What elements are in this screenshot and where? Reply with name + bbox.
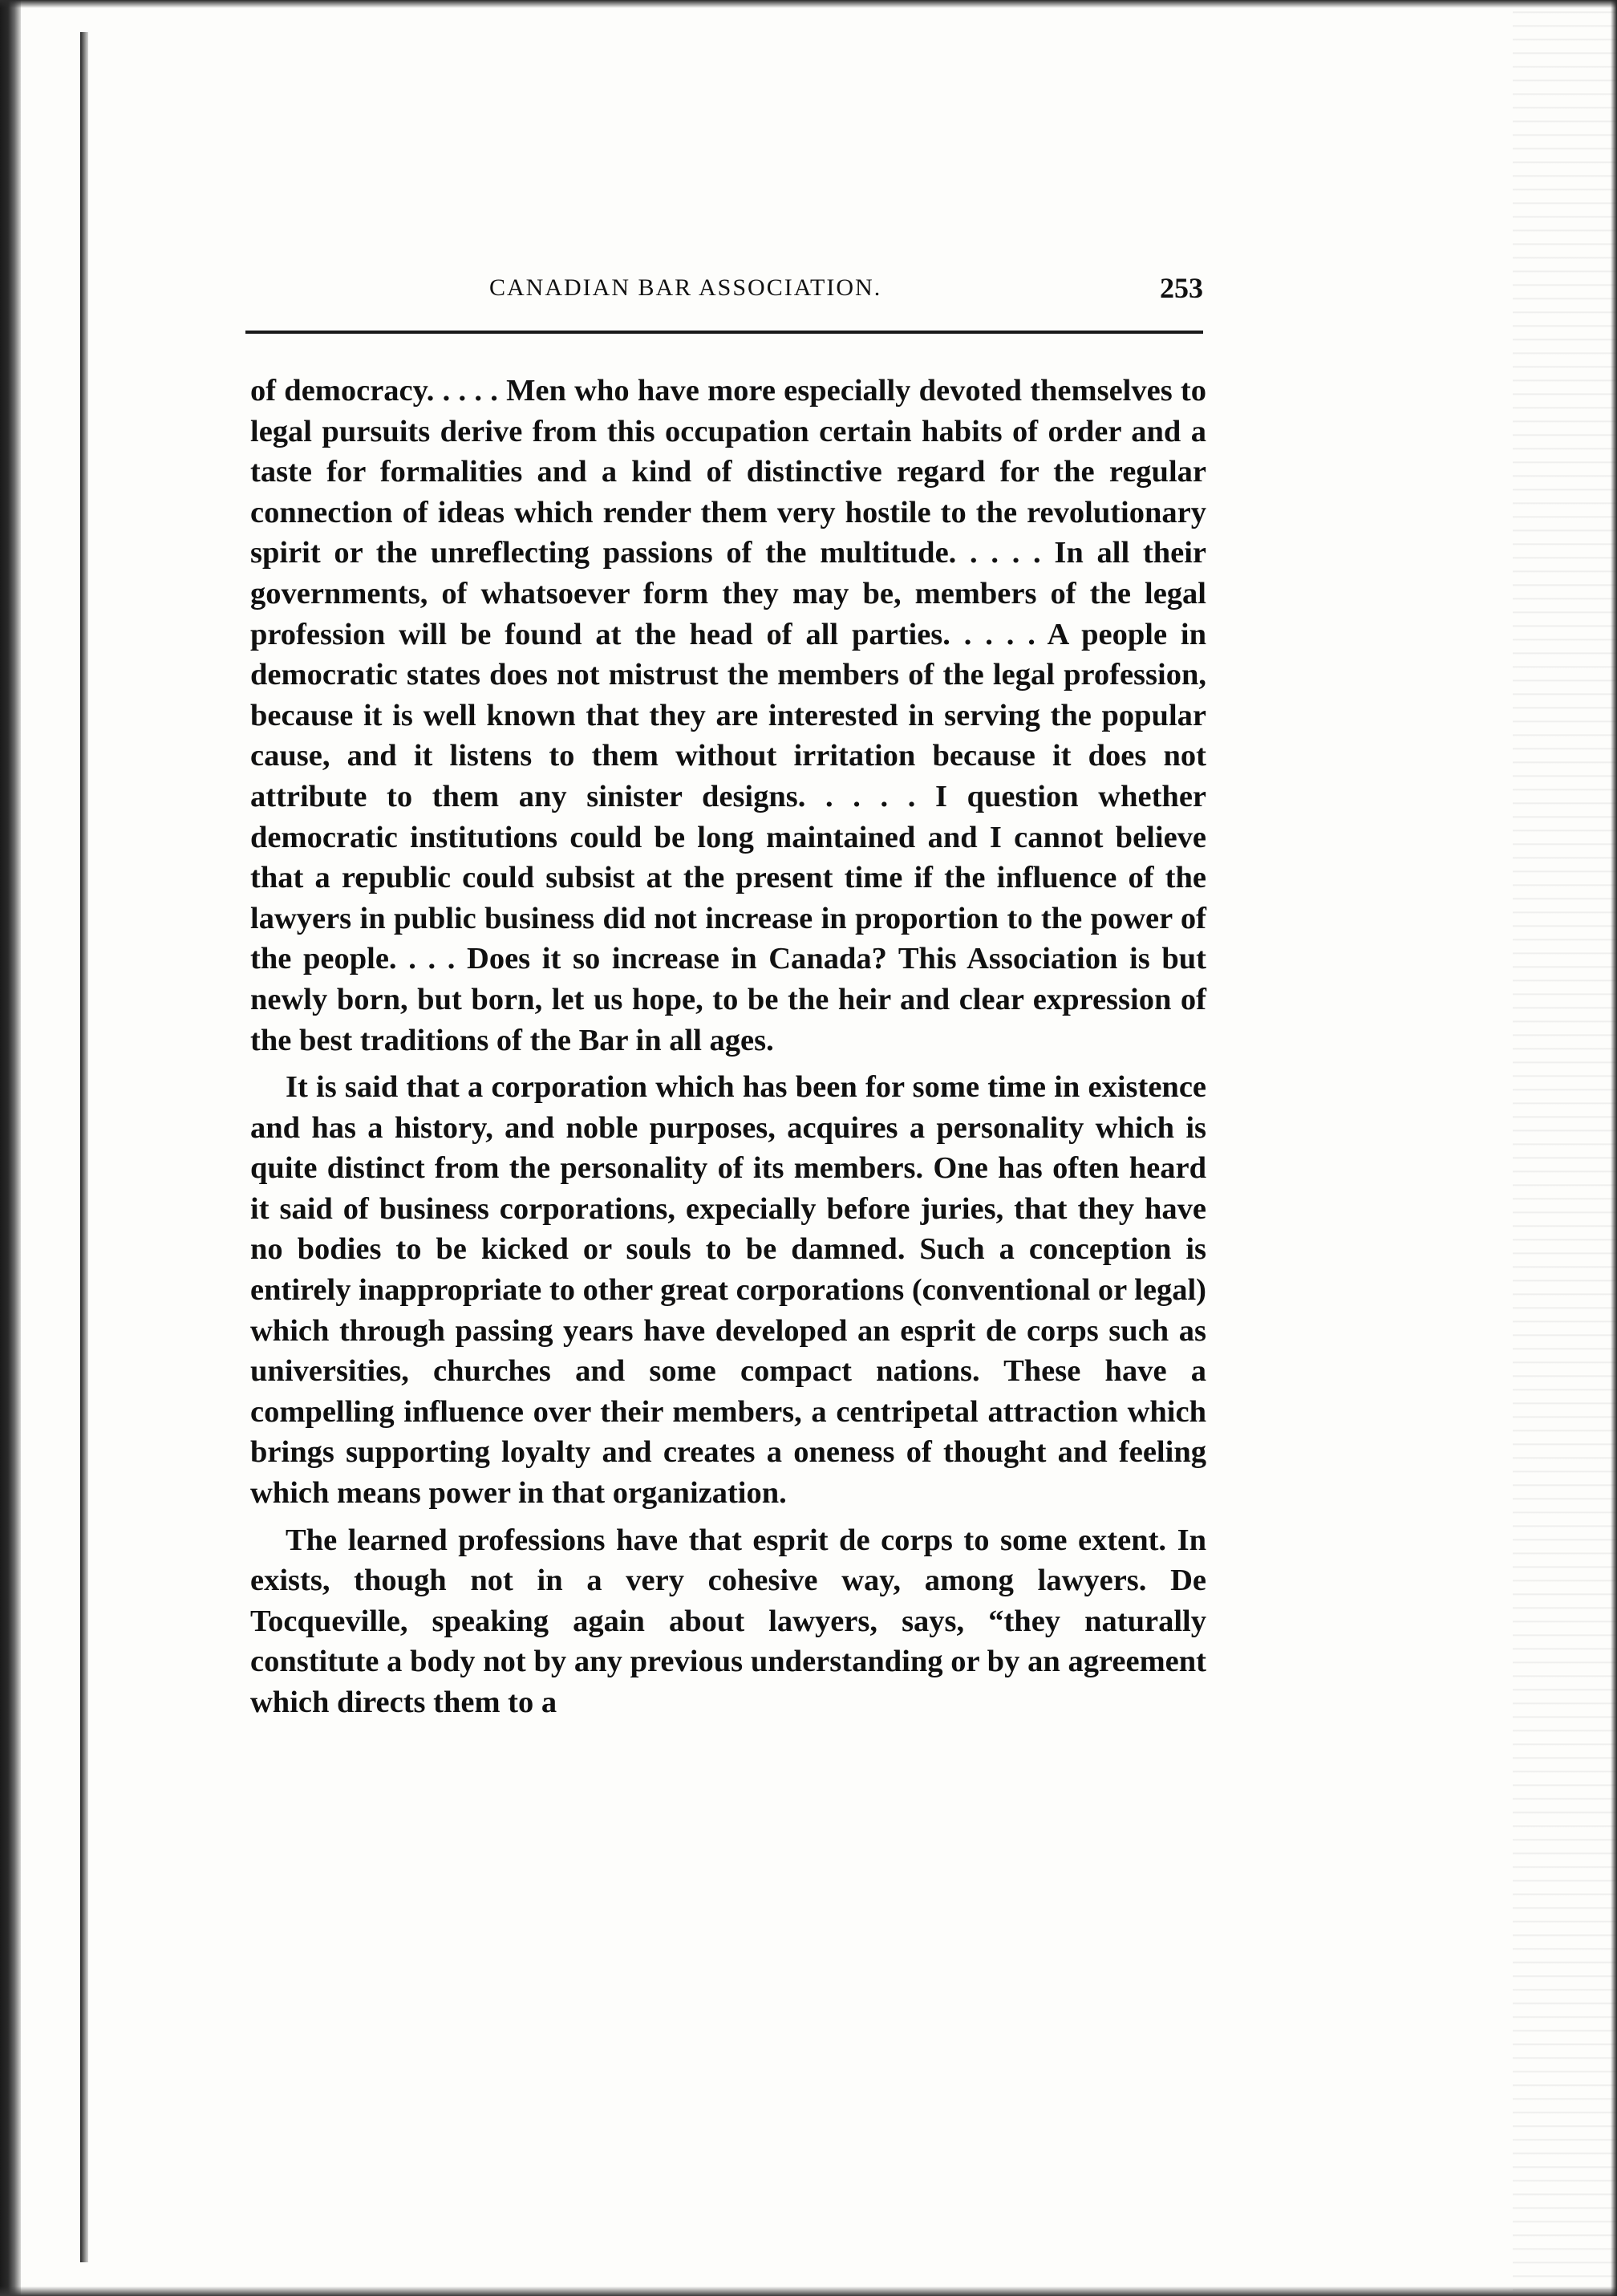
- paragraph-learned-professions: The learned professions have that esprit de corps to some extent. In exists, though not in a very cohesive way, among lawyers. De Tocqueville, speaking again about lawyers, says, “they naturally constitute a body not by any previous understanding or by an agreement which directs them to a: [250, 1523, 1206, 1719]
- paragraph-corporation: It is said that a corporation which has been for some time in existence and has a history, and noble purposes, acquires a personality which is quite distinct from the personality of its members. One has often heard it said of business corporations, expecially before juries, that they have no bodies to be kicked or souls to be damned. Such a conception is entirely inappropriate to other great corporations (conventional or legal) which through passing years have developed an esprit de corps such as universities, churches and some compact nations. These have a compelling influence over their members, a centripetal attraction which brings supporting loyalty and creates a oneness of thought and feeling which means power in that organization.: [250, 1070, 1206, 1511]
- page-left-edge-shadow: [0, 0, 21, 2296]
- scan-noise-right: [1513, 0, 1617, 2296]
- paragraph-continuation: of democracy. . . . . Men who have more especially devoted themselves to legal pursuits derive from this occupation certain habits of order and a taste for formalities and a kind of distinctive regard for the regular connection of ideas which render them very hostile to the revolutionary spirit or the unreflecting passions of the multitude. . . . . In all their governments, of whatsoever form they may be, members of the legal profession will be found at the head of all parties. . . . . A people in democratic states does not mistrust the members of the legal profession, because it is well known that they are interested in serving the popular cause, and it listens to them without irritation because it does not attribute to them any sinister designs. . . . . I question whether democratic institutions could be long maintained and I cannot believe that a republic could subsist at the present time if the influence of the lawyers in public business did not increase in proportion to the power of the people. . . . Does it so increase in Canada? This Association is but newly born, but born, let us hope, to be the heir and clear expression of the best traditions of the Bar in all ages.: [250, 374, 1206, 1057]
- binding-shadow: [80, 32, 88, 2262]
- page-right-edge-shadow: [1611, 0, 1617, 2296]
- header-rule: [245, 331, 1203, 334]
- page-top-edge-shadow: [0, 0, 1617, 8]
- running-head: CANADIAN BAR ASSOCIATION.: [489, 274, 882, 301]
- page-number: 253: [1160, 272, 1203, 304]
- page-header: [249, 271, 1203, 311]
- body-text: [250, 371, 1206, 1723]
- page-bottom-edge-shadow: [0, 2286, 1617, 2296]
